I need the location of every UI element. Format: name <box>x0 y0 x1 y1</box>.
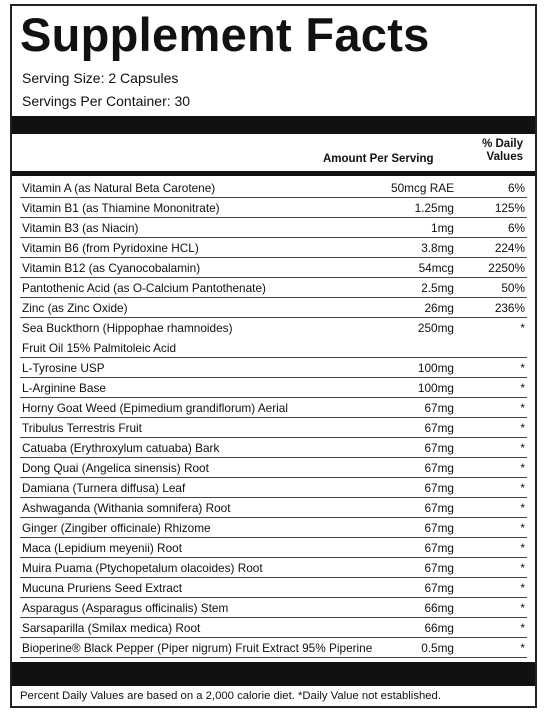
ingredient-name: Vitamin B1 (as Thiamine Mononitrate) <box>22 201 220 215</box>
ingredient-daily-value: * <box>520 641 525 655</box>
ingredient-name: L-Tyrosine USP <box>22 361 105 375</box>
ingredient-name: Horny Goat Weed (Epimedium grandiflorum) Aerial <box>22 401 288 415</box>
table-row <box>20 478 527 498</box>
ingredient-amount: 67mg <box>424 461 454 475</box>
ingredient-name: Ashwaganda (Withania somnifera) Root <box>22 501 231 515</box>
ingredient-amount: 2.5mg <box>421 281 454 295</box>
thick-divider-bottom <box>12 662 535 686</box>
amount-per-serving-header: Amount Per Serving <box>323 153 434 165</box>
table-row <box>20 238 527 258</box>
ingredient-amount: 54mcg <box>418 261 454 275</box>
ingredient-name: Vitamin B12 (as Cyanocobalamin) <box>22 261 201 275</box>
ingredient-daily-value: * <box>520 601 525 615</box>
daily-values-header: % Daily Values <box>482 138 523 163</box>
table-row <box>20 358 527 378</box>
ingredient-name: Asparagus (Asparagus officinalis) Stem <box>22 601 229 615</box>
supplement-facts-panel <box>10 4 537 708</box>
ingredient-daily-value: * <box>520 361 525 375</box>
ingredient-daily-value: * <box>520 501 525 515</box>
table-row <box>20 458 527 478</box>
nutrient-table <box>20 178 527 658</box>
ingredient-name: Pantothenic Acid (as O-Calcium Pantothenate) <box>22 281 266 295</box>
table-row <box>20 438 527 458</box>
ingredient-name: Dong Quai (Angelica sinensis) Root <box>22 461 209 475</box>
table-row <box>20 398 527 418</box>
ingredient-amount: 66mg <box>424 621 454 635</box>
ingredient-name: Muira Puama (Ptychopetalum olacoides) Root <box>22 561 263 575</box>
ingredient-daily-value: 6% <box>507 181 525 195</box>
ingredient-daily-value: * <box>520 541 525 555</box>
ingredient-name: Sarsaparilla (Smilax medica) Root <box>22 621 201 635</box>
ingredient-amount: 66mg <box>424 601 454 615</box>
table-row <box>20 518 527 538</box>
table-row <box>20 198 527 218</box>
servings-per-container: Servings Per Container: 30 <box>22 93 191 109</box>
table-row <box>20 638 527 658</box>
ingredient-name: Vitamin B3 (as Niacin) <box>22 221 139 235</box>
ingredient-daily-value: 224% <box>494 241 525 255</box>
table-row <box>20 278 527 298</box>
table-row <box>20 578 527 598</box>
ingredient-amount: 3.8mg <box>421 241 454 255</box>
ingredient-amount: 100mg <box>417 381 454 395</box>
ingredient-amount: 67mg <box>424 441 454 455</box>
ingredient-amount: 26mg <box>424 301 454 315</box>
ingredient-daily-value: * <box>520 401 525 415</box>
ingredient-name: Tribulus Terrestris Fruit <box>22 421 142 435</box>
ingredient-name-continued: Fruit Oil 15% Palmitoleic Acid <box>22 341 177 355</box>
ingredient-name: Mucuna Pruriens Seed Extract <box>22 581 182 595</box>
table-row <box>20 598 527 618</box>
ingredient-amount: 67mg <box>424 401 454 415</box>
ingredient-name: Bioperine® Black Pepper (Piper nigrum) Fruit Extract 95% Piperine <box>22 641 373 655</box>
table-row <box>20 258 527 278</box>
panel-title: Supplement Facts <box>20 8 430 61</box>
ingredient-daily-value: * <box>520 461 525 475</box>
ingredient-daily-value: * <box>520 521 525 535</box>
table-row <box>20 298 527 318</box>
ingredient-name: Vitamin A (as Natural Beta Carotene) <box>22 181 216 195</box>
table-row <box>20 318 527 358</box>
ingredient-daily-value: 6% <box>507 221 525 235</box>
ingredient-daily-value: 236% <box>494 301 525 315</box>
ingredient-amount: 67mg <box>424 501 454 515</box>
ingredient-name: Damiana (Turnera diffusa) Leaf <box>22 481 186 495</box>
ingredient-name: Sea Buckthorn (Hippophae rhamnoides) <box>22 321 233 335</box>
ingredient-daily-value: * <box>520 561 525 575</box>
table-row <box>20 378 527 398</box>
ingredient-amount: 67mg <box>424 561 454 575</box>
ingredient-amount: 250mg <box>417 321 454 335</box>
ingredient-amount: 100mg <box>417 361 454 375</box>
ingredient-name: Maca (Lepidium meyenii) Root <box>22 541 182 555</box>
table-row <box>20 218 527 238</box>
table-row <box>20 418 527 438</box>
ingredient-daily-value: 2250% <box>488 261 525 275</box>
ingredient-name: Ginger (Zingiber officinale) Rhizome <box>22 521 211 535</box>
ingredient-daily-value: * <box>520 421 525 435</box>
ingredient-daily-value: 125% <box>494 201 525 215</box>
table-row <box>20 498 527 518</box>
footnote: Percent Daily Values are based on a 2,000 calorie diet. *Daily Value not established. <box>20 690 441 702</box>
ingredient-name: L-Arginine Base <box>22 381 106 395</box>
thick-divider-top <box>12 116 535 134</box>
ingredient-amount: 67mg <box>424 421 454 435</box>
serving-size: Serving Size: 2 Capsules <box>22 70 179 86</box>
ingredient-daily-value: * <box>520 481 525 495</box>
ingredient-daily-value: * <box>520 621 525 635</box>
ingredient-daily-value: * <box>520 441 525 455</box>
ingredient-name: Catuaba (Erythroxylum catuaba) Bark <box>22 441 220 455</box>
ingredient-name: Zinc (as Zinc Oxide) <box>22 301 128 315</box>
ingredient-amount: 1.25mg <box>414 201 454 215</box>
ingredient-amount: 50mcg RAE <box>391 181 454 195</box>
ingredient-amount: 67mg <box>424 541 454 555</box>
ingredient-daily-value: 50% <box>501 281 525 295</box>
ingredient-daily-value: * <box>520 381 525 395</box>
ingredient-amount: 67mg <box>424 481 454 495</box>
table-row <box>20 618 527 638</box>
ingredient-amount: 67mg <box>424 521 454 535</box>
table-row <box>20 558 527 578</box>
ingredient-daily-value: * <box>520 321 525 335</box>
medium-divider <box>12 171 535 176</box>
ingredient-amount: 1mg <box>431 221 454 235</box>
ingredient-amount: 67mg <box>424 581 454 595</box>
table-row <box>20 538 527 558</box>
table-row <box>20 178 527 198</box>
ingredient-amount: 0.5mg <box>421 641 454 655</box>
ingredient-name: Vitamin B6 (from Pyridoxine HCL) <box>22 241 199 255</box>
ingredient-daily-value: * <box>520 581 525 595</box>
